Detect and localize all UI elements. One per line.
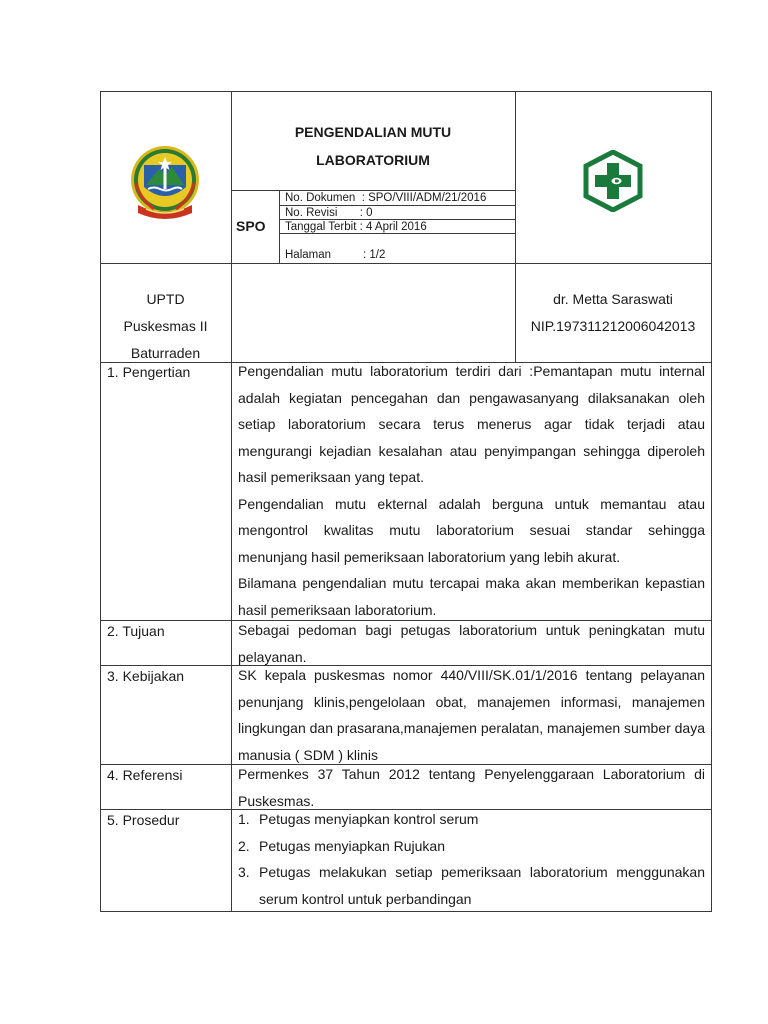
step-text: Petugas menyiapkan kontrol serum xyxy=(259,811,479,827)
step-number: 2. xyxy=(238,837,250,854)
section-label-tujuan: 2. Tujuan xyxy=(107,623,165,639)
procedure-step xyxy=(238,806,705,833)
procedure-step xyxy=(238,859,705,912)
org-location: Baturraden xyxy=(130,345,201,361)
org-unit: UPTD xyxy=(146,291,185,307)
section-label-referensi: 4. Referensi xyxy=(107,767,183,783)
procedure-step xyxy=(238,833,705,860)
signatory-name: dr. Metta Saraswati xyxy=(553,291,673,307)
issue-date: Tanggal Terbit : 4 April 2016 xyxy=(285,221,427,233)
revision-number: No. Revisi : 0 xyxy=(285,207,373,219)
section-label-pengertian: 1. Pengertian xyxy=(107,364,191,380)
step-text: Petugas menyiapkan Rujukan xyxy=(259,837,446,854)
spo-label: SPO xyxy=(236,218,266,234)
health-ministry-logo xyxy=(582,150,644,212)
procedure-list xyxy=(238,806,705,912)
page-number: Halaman : 1/2 xyxy=(285,249,386,261)
section-label-kebijakan: 3. Kebijakan xyxy=(107,668,185,684)
signatory-nip: NIP.197311212006042013 xyxy=(530,318,696,334)
paragraph: Pengendalian mutu laboratorium terdiri dari :Pemantapan mutu internal adalah kegiatan pencegahan dan pengawasanyang dilaksanakan oleh setiap laboratorium secara terus menerus agar tidak terjadi atau mengurangi kejadian kesalahan atau penyimpangan sehingga diperoleh hasil pemeriksaan yang tepat. xyxy=(238,363,705,485)
org-name: Puskesmas II xyxy=(123,318,208,334)
paragraph: Pengendalian mutu ekternal adalah berguna untuk memantau atau mengontrol kwalitas mutu laboratorium sesuai standar sehingga menunjang hasil pemeriksaan laboratorium yang lebih akurat. xyxy=(238,495,705,565)
step-text: Petugas melakukan setiap pemeriksaan laboratorium menggunakan serum kontrol untuk perbandingan xyxy=(259,864,705,907)
paragraph: SK kepala puskesmas nomor 440/VIII/SK.01/1/2016 tentang pelayanan penunjang klinis,pengelolaan obat, manajemen informasi, manajemen lingkungan dan prasarana,manajemen peralatan, manajemen sumber daya manusia ( SDM ) klinis xyxy=(238,667,705,763)
paragraph: Permenkes 37 Tahun 2012 tentang Penyelenggaraan Laboratorium di Puskesmas. xyxy=(238,766,705,809)
section-body-pengertian xyxy=(238,358,705,623)
paragraph: Sebagai pedoman bagi petugas laboratorium untuk peningkatan mutu pelayanan. xyxy=(238,622,705,665)
section-body-kebijakan xyxy=(238,662,705,768)
regency-emblem-logo xyxy=(126,143,204,221)
step-number: 1. xyxy=(238,811,250,827)
document-number: No. Dokumen : SPO/VIII/ADM/21/2016 xyxy=(285,192,487,204)
section-body-prosedur xyxy=(238,806,705,912)
paragraph: Bilamana pengendalian mutu tercapai maka akan memberikan kepastian hasil pemeriksaan laboratorium. xyxy=(238,575,705,618)
step-number: 3. xyxy=(238,864,250,880)
section-label-prosedur: 5. Prosedur xyxy=(107,812,180,828)
document-title-line-1: PENGENDALIAN MUTU xyxy=(294,124,452,140)
document-title-line-2: LABORATORIUM xyxy=(316,152,430,168)
